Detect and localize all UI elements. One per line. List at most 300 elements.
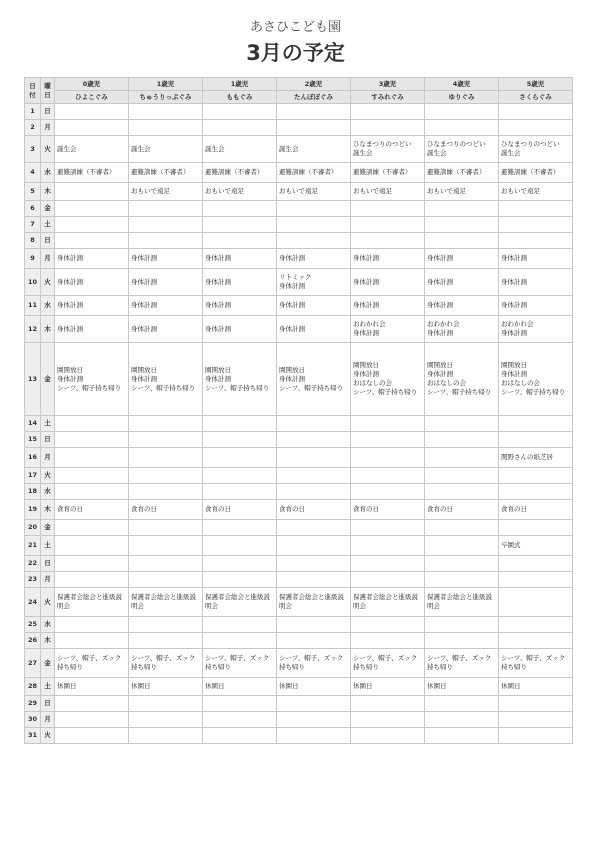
- schedule-cell: 休園日: [425, 678, 499, 696]
- schedule-cell: おわかれ会 身体計測: [351, 316, 425, 343]
- table-row: [25, 136, 573, 163]
- weekday-cell: 日: [41, 432, 55, 448]
- table-row: [25, 416, 573, 432]
- table-row: [25, 588, 573, 617]
- table-row: [25, 633, 573, 649]
- schedule-cell: おもいで遠足: [129, 183, 203, 201]
- schedule-cell: [351, 712, 425, 728]
- weekday-cell: 木: [41, 316, 55, 343]
- date-cell: 11: [25, 296, 41, 316]
- date-column-header: [25, 78, 41, 104]
- schedule-cell: [277, 217, 351, 233]
- table-row: [25, 201, 573, 217]
- schedule-cell: 関野さんの紙芝居: [499, 448, 573, 468]
- schedule-cell: 休園日: [277, 678, 351, 696]
- weekday-cell: 月: [41, 448, 55, 468]
- date-cell: 25: [25, 617, 41, 633]
- date-cell: 17: [25, 468, 41, 484]
- schedule-cell: [499, 617, 573, 633]
- schedule-cell: 食育の日: [499, 500, 573, 520]
- schedule-cell: 身体計測: [203, 316, 277, 343]
- schedule-cell: 身体計測: [351, 269, 425, 296]
- table-row: [25, 249, 573, 269]
- schedule-cell: 保護者会総会と進級説明会: [203, 588, 277, 617]
- schedule-cell: [499, 696, 573, 712]
- schedule-cell: [277, 712, 351, 728]
- weekday-cell: 金: [41, 649, 55, 678]
- table-row: [25, 269, 573, 296]
- weekday-cell: 火: [41, 136, 55, 163]
- weekday-cell: 月: [41, 120, 55, 136]
- schedule-cell: 身体計測: [55, 249, 129, 269]
- schedule-cell: 食育の日: [425, 500, 499, 520]
- schedule-cell: 休園日: [55, 678, 129, 696]
- schedule-cell: [129, 520, 203, 536]
- weekday-cell: 土: [41, 416, 55, 432]
- class-name-header: たんぽぽぐみ: [277, 91, 351, 104]
- class-name-header: ゆりぐみ: [425, 91, 499, 104]
- schedule-cell: [203, 217, 277, 233]
- schedule-cell: [425, 416, 499, 432]
- date-cell: 6: [25, 201, 41, 217]
- schedule-cell: リトミック 身体計測: [277, 269, 351, 296]
- schedule-cell: 避難訓練（不審者）: [425, 163, 499, 183]
- date-cell: 27: [25, 649, 41, 678]
- schedule-cell: [351, 572, 425, 588]
- table-row: [25, 617, 573, 633]
- class-age-header: 0歳児: [55, 78, 129, 91]
- date-cell: 16: [25, 448, 41, 468]
- schedule-cell: 身体計測: [425, 296, 499, 316]
- table-row: [25, 448, 573, 468]
- schedule-cell: 園開放日 身体計測 シーツ、帽子持ち帰り: [129, 343, 203, 416]
- date-cell: 19: [25, 500, 41, 520]
- date-cell: 3: [25, 136, 41, 163]
- schedule-cell: [277, 104, 351, 120]
- schedule-cell: [129, 617, 203, 633]
- schedule-cell: シーツ、帽子、ズック持ち帰り: [277, 649, 351, 678]
- schedule-cell: [499, 484, 573, 500]
- weekday-cell: 火: [41, 269, 55, 296]
- schedule-cell: [425, 520, 499, 536]
- schedule-cell: [351, 104, 425, 120]
- weekday-cell: 水: [41, 617, 55, 633]
- schedule-cell: [351, 556, 425, 572]
- schedule-cell: [203, 572, 277, 588]
- schedule-cell: [129, 572, 203, 588]
- schedule-cell: おもいで遠足: [277, 183, 351, 201]
- date-cell: 14: [25, 416, 41, 432]
- schedule-cell: [277, 233, 351, 249]
- schedule-cell: 園開放日 身体計測 おはなしの会 シーツ、帽子持ち帰り: [351, 343, 425, 416]
- weekday-cell: 月: [41, 572, 55, 588]
- table-row: [25, 316, 573, 343]
- schedule-cell: [203, 520, 277, 536]
- weekday-cell: 月: [41, 712, 55, 728]
- class-age-header: 4歳児: [425, 78, 499, 91]
- schedule-cell: 身体計測: [277, 296, 351, 316]
- header-row-ages: [25, 78, 573, 91]
- schedule-cell: [277, 520, 351, 536]
- schedule-cell: シーツ、帽子、ズック持ち帰り: [351, 649, 425, 678]
- schedule-cell: [203, 536, 277, 556]
- schedule-cell: [351, 217, 425, 233]
- schedule-cell: 避難訓練（不審者）: [55, 163, 129, 183]
- schedule-cell: [55, 728, 129, 744]
- schedule-cell: [499, 416, 573, 432]
- schedule-cell: 誕生会: [277, 136, 351, 163]
- class-age-header: 2歳児: [277, 78, 351, 91]
- schedule-cell: ひなまつりのつどい 誕生会: [425, 136, 499, 163]
- schedule-cell: [425, 536, 499, 556]
- schedule-cell: シーツ、帽子、ズック持ち帰り: [499, 649, 573, 678]
- table-row: [25, 712, 573, 728]
- schedule-cell: [277, 617, 351, 633]
- schedule-cell: [203, 104, 277, 120]
- schedule-cell: 食育の日: [277, 500, 351, 520]
- schedule-cell: [55, 104, 129, 120]
- schedule-cell: [203, 448, 277, 468]
- schedule-cell: 休園日: [351, 678, 425, 696]
- schedule-cell: [425, 468, 499, 484]
- schedule-cell: おもいで遠足: [499, 183, 573, 201]
- schedule-cell: [499, 712, 573, 728]
- schedule-cell: [277, 556, 351, 572]
- weekday-column-header: [41, 78, 55, 104]
- schedule-cell: [55, 120, 129, 136]
- schedule-cell: 身体計測: [203, 249, 277, 269]
- schedule-cell: [129, 556, 203, 572]
- schedule-cell: 避難訓練（不審者）: [499, 163, 573, 183]
- schedule-cell: [425, 201, 499, 217]
- schedule-cell: 身体計測: [277, 316, 351, 343]
- schedule-cell: [499, 556, 573, 572]
- schedule-cell: 身体計測: [351, 249, 425, 269]
- schedule-cell: 園開放日 身体計測 シーツ、帽子持ち帰り: [203, 343, 277, 416]
- weekday-cell: 月: [41, 249, 55, 269]
- schedule-cell: 避難訓練（不審者）: [203, 163, 277, 183]
- schedule-cell: 休園日: [499, 678, 573, 696]
- date-cell: 18: [25, 484, 41, 500]
- schedule-cell: おもいで遠足: [425, 183, 499, 201]
- class-age-header: 1歳児: [129, 78, 203, 91]
- schedule-cell: [499, 520, 573, 536]
- schedule-cell: [277, 432, 351, 448]
- schedule-cell: [351, 536, 425, 556]
- weekday-cell: 金: [41, 343, 55, 416]
- date-cell: 10: [25, 269, 41, 296]
- date-cell: 15: [25, 432, 41, 448]
- schedule-cell: [277, 201, 351, 217]
- schedule-cell: [499, 201, 573, 217]
- weekday-cell: 土: [41, 217, 55, 233]
- schedule-cell: 卒園式: [499, 536, 573, 556]
- schedule-cell: [203, 233, 277, 249]
- schedule-cell: [203, 556, 277, 572]
- class-age-header: 5歳児: [499, 78, 573, 91]
- schedule-cell: 園開放日 身体計測 おはなしの会 シーツ、帽子持ち帰り: [499, 343, 573, 416]
- schedule-cell: [129, 416, 203, 432]
- schedule-cell: [277, 484, 351, 500]
- schedule-cell: [351, 233, 425, 249]
- schedule-cell: [129, 201, 203, 217]
- schedule-cell: [203, 416, 277, 432]
- schedule-cell: [425, 712, 499, 728]
- schedule-cell: 園開放日 身体計測 おはなしの会 シーツ、帽子持ち帰り: [425, 343, 499, 416]
- schedule-cell: 身体計測: [129, 296, 203, 316]
- schedule-cell: [277, 468, 351, 484]
- schedule-cell: ひなまつりのつどい 誕生会: [351, 136, 425, 163]
- table-row: [25, 572, 573, 588]
- schedule-cell: [55, 201, 129, 217]
- date-cell: 7: [25, 217, 41, 233]
- class-name-header: さくらぐみ: [499, 91, 573, 104]
- table-row: [25, 484, 573, 500]
- class-age-header: 1歳児: [203, 78, 277, 91]
- schedule-cell: 食育の日: [351, 500, 425, 520]
- schedule-cell: [55, 633, 129, 649]
- schedule-cell: [129, 233, 203, 249]
- schedule-cell: [499, 233, 573, 249]
- date-cell: 5: [25, 183, 41, 201]
- schedule-cell: 身体計測: [203, 269, 277, 296]
- schedule-cell: [499, 120, 573, 136]
- schedule-cell: 身体計測: [203, 296, 277, 316]
- schedule-cell: [425, 448, 499, 468]
- schedule-cell: [277, 696, 351, 712]
- weekday-cell: 日: [41, 556, 55, 572]
- page-header: [0, 18, 591, 68]
- weekday-cell: 水: [41, 484, 55, 500]
- schedule-cell: [425, 696, 499, 712]
- table-row: [25, 520, 573, 536]
- schedule-cell: [129, 633, 203, 649]
- date-cell: 29: [25, 696, 41, 712]
- schedule-cell: [351, 728, 425, 744]
- schedule-cell: 休園日: [203, 678, 277, 696]
- schedule-cell: [55, 617, 129, 633]
- date-cell: 30: [25, 712, 41, 728]
- class-name-header: ちゅうりっぷぐみ: [129, 91, 203, 104]
- schedule-cell: [277, 633, 351, 649]
- page-title: 3月の予定: [246, 41, 345, 65]
- date-cell: 8: [25, 233, 41, 249]
- schedule-cell: 身体計測: [351, 296, 425, 316]
- schedule-cell: [425, 432, 499, 448]
- schedule-cell: [55, 183, 129, 201]
- schedule-cell: 保護者会総会と進級説明会: [351, 588, 425, 617]
- schedule-cell: 誕生会: [55, 136, 129, 163]
- schedule-cell: [203, 120, 277, 136]
- date-cell: 24: [25, 588, 41, 617]
- schedule-cell: 身体計測: [425, 249, 499, 269]
- schedule-cell: [129, 432, 203, 448]
- table-row: [25, 468, 573, 484]
- schedule-cell: [129, 468, 203, 484]
- class-age-header: 3歳児: [351, 78, 425, 91]
- schedule-cell: 食育の日: [129, 500, 203, 520]
- schedule-cell: おもいで遠足: [203, 183, 277, 201]
- schedule-cell: [203, 468, 277, 484]
- schedule-cell: [55, 432, 129, 448]
- weekday-cell: 木: [41, 633, 55, 649]
- schedule-cell: [55, 416, 129, 432]
- schedule-cell: 身体計測: [55, 269, 129, 296]
- schedule-cell: 身体計測: [55, 296, 129, 316]
- schedule-cell: シーツ、帽子、ズック持ち帰り: [55, 649, 129, 678]
- schedule-cell: [277, 536, 351, 556]
- schedule-cell: シーツ、帽子、ズック持ち帰り: [203, 649, 277, 678]
- table-row: [25, 163, 573, 183]
- weekday-cell: 水: [41, 296, 55, 316]
- weekday-cell: 日: [41, 696, 55, 712]
- table-row: [25, 296, 573, 316]
- schedule-cell: [277, 120, 351, 136]
- schedule-cell: [55, 448, 129, 468]
- schedule-cell: [55, 712, 129, 728]
- schedule-cell: [277, 416, 351, 432]
- schedule-cell: 身体計測: [277, 249, 351, 269]
- schedule-cell: [55, 572, 129, 588]
- schedule-cell: [277, 572, 351, 588]
- schedule-cell: おわかれ会 身体計測: [499, 316, 573, 343]
- schedule-cell: [203, 432, 277, 448]
- schedule-cell: [55, 520, 129, 536]
- school-name: あさひこども園: [249, 20, 341, 35]
- class-name-header: ももぐみ: [203, 91, 277, 104]
- weekday-cell: 水: [41, 163, 55, 183]
- schedule-cell: [129, 536, 203, 556]
- date-cell: 22: [25, 556, 41, 572]
- schedule-cell: [499, 104, 573, 120]
- schedule-cell: [425, 728, 499, 744]
- schedule-cell: 休園日: [129, 678, 203, 696]
- schedule-cell: 食育の日: [55, 500, 129, 520]
- schedule-cell: [425, 633, 499, 649]
- schedule-cell: [351, 448, 425, 468]
- weekday-cell: 火: [41, 728, 55, 744]
- schedule-cell: 食育の日: [203, 500, 277, 520]
- schedule-cell: [203, 617, 277, 633]
- weekday-cell: 日: [41, 104, 55, 120]
- date-cell: 4: [25, 163, 41, 183]
- schedule-cell: [129, 696, 203, 712]
- schedule-cell: [351, 468, 425, 484]
- schedule-cell: [425, 120, 499, 136]
- table-row: [25, 536, 573, 556]
- table-row: [25, 500, 573, 520]
- date-cell: 2: [25, 120, 41, 136]
- date-cell: 23: [25, 572, 41, 588]
- schedule-cell: [129, 484, 203, 500]
- weekday-cell: 土: [41, 678, 55, 696]
- date-cell: 13: [25, 343, 41, 416]
- schedule-cell: [203, 484, 277, 500]
- schedule-cell: [425, 217, 499, 233]
- schedule-cell: おもいで遠足: [351, 183, 425, 201]
- weekday-cell: 金: [41, 201, 55, 217]
- schedule-cell: 園開放日 身体計測 シーツ、帽子持ち帰り: [277, 343, 351, 416]
- schedule-cell: [351, 520, 425, 536]
- schedule-cell: 身体計測: [129, 249, 203, 269]
- schedule-cell: シーツ、帽子、ズック持ち帰り: [129, 649, 203, 678]
- schedule-table: [24, 77, 573, 744]
- schedule-cell: [499, 588, 573, 617]
- schedule-cell: [203, 712, 277, 728]
- schedule-cell: [499, 572, 573, 588]
- date-cell: 21: [25, 536, 41, 556]
- table-row: [25, 120, 573, 136]
- weekday-cell: 火: [41, 468, 55, 484]
- schedule-cell: [351, 633, 425, 649]
- schedule-cell: [129, 104, 203, 120]
- table-row: [25, 217, 573, 233]
- schedule-cell: [55, 556, 129, 572]
- schedule-cell: 避難訓練（不審者）: [351, 163, 425, 183]
- schedule-cell: [351, 201, 425, 217]
- date-header-char: 付: [29, 90, 36, 99]
- schedule-cell: [129, 712, 203, 728]
- schedule-cell: [55, 468, 129, 484]
- schedule-cell: 保護者会総会と進級説明会: [129, 588, 203, 617]
- schedule-cell: [129, 728, 203, 744]
- schedule-cell: [351, 484, 425, 500]
- date-cell: 20: [25, 520, 41, 536]
- table-row: [25, 233, 573, 249]
- weekday-cell: 土: [41, 536, 55, 556]
- weekday-cell: 日: [41, 233, 55, 249]
- schedule-cell: [425, 617, 499, 633]
- schedule-cell: [351, 617, 425, 633]
- schedule-cell: おわかれ会 身体計測: [425, 316, 499, 343]
- date-cell: 28: [25, 678, 41, 696]
- date-cell: 1: [25, 104, 41, 120]
- table-body: [25, 104, 573, 744]
- schedule-cell: [351, 696, 425, 712]
- schedule-cell: [499, 432, 573, 448]
- schedule-cell: [425, 233, 499, 249]
- table-row: [25, 556, 573, 572]
- schedule-cell: 誕生会: [129, 136, 203, 163]
- schedule-cell: 身体計測: [129, 316, 203, 343]
- date-cell: 26: [25, 633, 41, 649]
- schedule-cell: [351, 120, 425, 136]
- schedule-cell: 身体計測: [425, 269, 499, 296]
- schedule-cell: [277, 448, 351, 468]
- weekday-cell: 木: [41, 183, 55, 201]
- class-name-header: すみれぐみ: [351, 91, 425, 104]
- weekday-cell: 金: [41, 520, 55, 536]
- schedule-cell: [203, 728, 277, 744]
- schedule-cell: [499, 217, 573, 233]
- schedule-cell: [55, 696, 129, 712]
- schedule-cell: 避難訓練（不審者）: [129, 163, 203, 183]
- schedule-cell: [203, 696, 277, 712]
- schedule-cell: 保護者会総会と進級説明会: [277, 588, 351, 617]
- weekday-cell: 木: [41, 500, 55, 520]
- schedule-cell: [499, 728, 573, 744]
- schedule-cell: [425, 484, 499, 500]
- schedule-cell: [425, 572, 499, 588]
- weekday-header-char: 曜: [44, 81, 51, 90]
- schedule-cell: [55, 217, 129, 233]
- table-row: [25, 678, 573, 696]
- date-cell: 12: [25, 316, 41, 343]
- schedule-cell: [129, 448, 203, 468]
- schedule-cell: 身体計測: [499, 249, 573, 269]
- schedule-cell: [351, 416, 425, 432]
- table-row: [25, 728, 573, 744]
